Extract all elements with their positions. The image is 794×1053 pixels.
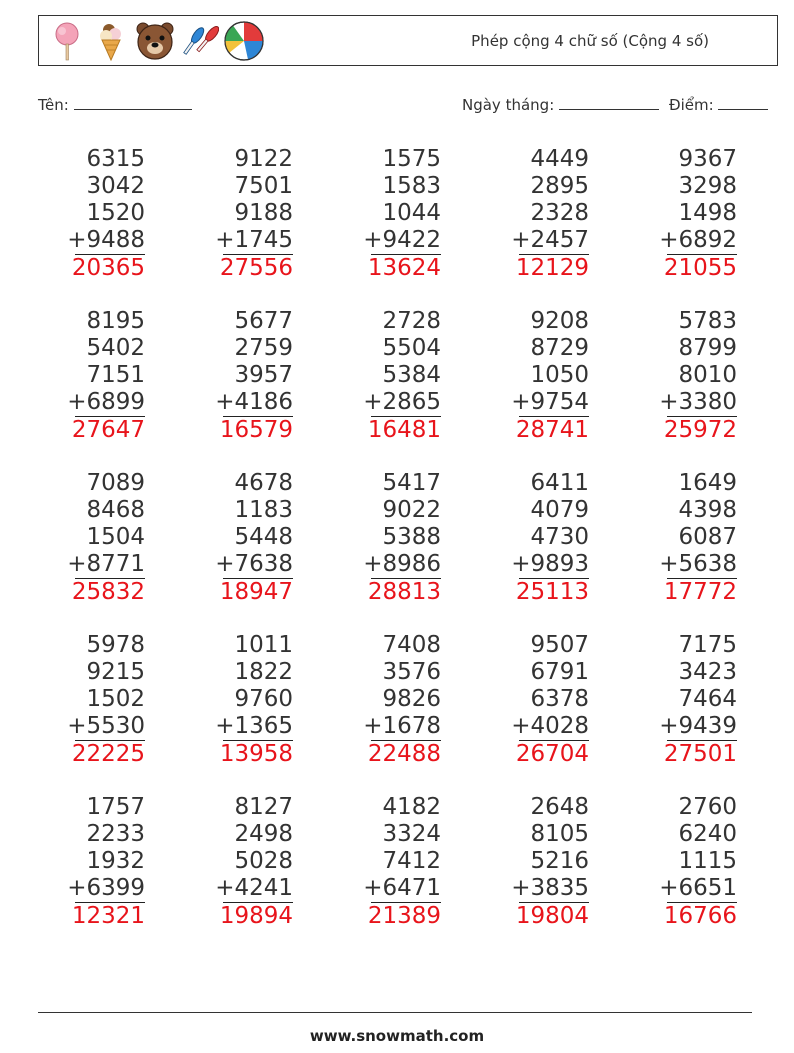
addition-problem [183,308,293,444]
addend-with-plus: +6399 [67,875,145,901]
answer: 25832 [71,579,145,605]
score-field [669,95,768,114]
addend: 5504 [382,335,441,361]
addend: 6087 [678,524,737,550]
addition-problem [183,470,293,606]
answer: 21055 [663,255,737,281]
addend: 9826 [382,686,441,712]
addend: 9760 [234,686,293,712]
addition-problem [627,470,737,606]
addend: 8010 [678,362,737,388]
addend: 4079 [530,497,589,523]
addend: 7501 [234,173,293,199]
answer: 22488 [367,741,441,767]
addend: 1044 [382,200,441,226]
addend: 4449 [530,146,589,172]
addend: 5402 [86,335,145,361]
addend: 2233 [86,821,145,847]
answer: 22225 [71,741,145,767]
addition-problem [479,632,589,768]
addend-with-plus: +6471 [363,875,441,901]
addend: 9122 [234,146,293,172]
answer: 27647 [71,417,145,443]
addend: 4182 [382,794,441,820]
addition-problem [479,146,589,282]
score-blank [718,95,768,110]
name-blank [74,95,192,110]
addend-with-plus: +6651 [659,875,737,901]
answer: 17772 [663,579,737,605]
juggling-pins-icon [179,20,219,62]
answer: 13958 [219,741,293,767]
addend: 5783 [678,308,737,334]
beach-ball-icon [223,20,263,62]
ice-cream-icon [91,20,131,62]
answer: 12321 [71,903,145,929]
addend: 9507 [530,632,589,658]
answer: 27501 [663,741,737,767]
addend: 3957 [234,362,293,388]
answer: 25113 [515,579,589,605]
answer: 28741 [515,417,589,443]
addend: 6791 [530,659,589,685]
addend: 7412 [382,848,441,874]
addend-with-plus: +6892 [659,227,737,253]
addition-problem [35,470,145,606]
addend: 7464 [678,686,737,712]
date-label: Ngày tháng: [462,96,555,114]
addend: 1932 [86,848,145,874]
addend: 1757 [86,794,145,820]
addend: 8468 [86,497,145,523]
worksheet-title: Phép cộng 4 chữ số (Cộng 4 số) [471,32,709,50]
addend-with-plus: +1365 [215,713,293,739]
addition-problem [35,308,145,444]
addend: 7151 [86,362,145,388]
addition-problem [627,146,737,282]
addend: 9367 [678,146,737,172]
addend: 1498 [678,200,737,226]
answer: 13624 [367,255,441,281]
addend: 1115 [678,848,737,874]
addend: 2728 [382,308,441,334]
cotton-candy-icon [47,20,87,62]
answer: 27556 [219,255,293,281]
addend: 7089 [86,470,145,496]
addend: 5978 [86,632,145,658]
addition-problem [627,794,737,930]
addend: 1050 [530,362,589,388]
addend-with-plus: +4186 [215,389,293,415]
addition-problem [331,146,441,282]
answer: 19804 [515,903,589,929]
addend: 3576 [382,659,441,685]
addend: 4678 [234,470,293,496]
addend-with-plus: +9439 [659,713,737,739]
addition-problem [479,794,589,930]
addend-with-plus: +3380 [659,389,737,415]
addition-problem [183,794,293,930]
addend: 6411 [530,470,589,496]
addend: 9188 [234,200,293,226]
addend-with-plus: +3835 [511,875,589,901]
header-icons [47,20,263,62]
addend: 2328 [530,200,589,226]
addend-with-plus: +4241 [215,875,293,901]
addition-problem [183,632,293,768]
footer-divider [38,1012,752,1013]
addend: 2759 [234,335,293,361]
answer: 19894 [219,903,293,929]
addend: 9208 [530,308,589,334]
addend-with-plus: +7638 [215,551,293,577]
addend-with-plus: +8986 [363,551,441,577]
addend: 3324 [382,821,441,847]
footer-site: www.snowmath.com [309,1027,485,1045]
addend: 5028 [234,848,293,874]
addend: 3423 [678,659,737,685]
addend: 4730 [530,524,589,550]
addend: 8127 [234,794,293,820]
answer: 21389 [367,903,441,929]
addend: 1649 [678,470,737,496]
addend-with-plus: +1678 [363,713,441,739]
addend: 1504 [86,524,145,550]
addend: 1822 [234,659,293,685]
addend-with-plus: +5530 [67,713,145,739]
addend: 5216 [530,848,589,874]
worksheet-header [38,15,778,66]
addition-problem [331,632,441,768]
addend: 6315 [86,146,145,172]
addend: 5384 [382,362,441,388]
addend: 1183 [234,497,293,523]
addend: 3298 [678,173,737,199]
addition-problem [479,308,589,444]
addition-problem [479,470,589,606]
addend: 3042 [86,173,145,199]
addend: 1011 [234,632,293,658]
addition-problem [627,308,737,444]
addition-problem [331,470,441,606]
addend: 6240 [678,821,737,847]
addition-problem [627,632,737,768]
addition-problem [35,146,145,282]
answer: 16579 [219,417,293,443]
addend: 5417 [382,470,441,496]
addend: 1583 [382,173,441,199]
score-label: Điểm: [669,96,714,114]
answer: 20365 [71,255,145,281]
addend-with-plus: +2457 [511,227,589,253]
addition-problem [35,632,145,768]
addend: 8799 [678,335,737,361]
addend: 2648 [530,794,589,820]
addend: 8729 [530,335,589,361]
date-blank [559,95,659,110]
answer: 16481 [367,417,441,443]
date-field [462,95,659,114]
addend: 1502 [86,686,145,712]
addend: 7175 [678,632,737,658]
bear-icon [135,20,175,62]
addend: 4398 [678,497,737,523]
name-field [38,95,192,114]
addend: 8195 [86,308,145,334]
addend-with-plus: +5638 [659,551,737,577]
answer: 26704 [515,741,589,767]
addend: 7408 [382,632,441,658]
addend: 2895 [530,173,589,199]
addition-problem [331,308,441,444]
addend: 1575 [382,146,441,172]
addition-problem [35,794,145,930]
name-label: Tên: [38,96,69,114]
addition-problem [183,146,293,282]
addend: 5448 [234,524,293,550]
addend: 2498 [234,821,293,847]
addend-with-plus: +8771 [67,551,145,577]
addend: 5388 [382,524,441,550]
addend: 5677 [234,308,293,334]
addend: 9215 [86,659,145,685]
addition-problem [331,794,441,930]
addend: 2760 [678,794,737,820]
answer: 12129 [515,255,589,281]
answer: 18947 [219,579,293,605]
addend: 9022 [382,497,441,523]
answer: 25972 [663,417,737,443]
addend-with-plus: +2865 [363,389,441,415]
addend: 8105 [530,821,589,847]
addend-with-plus: +9422 [363,227,441,253]
addend-with-plus: +9488 [67,227,145,253]
addend-with-plus: +9893 [511,551,589,577]
answer: 28813 [367,579,441,605]
addend-with-plus: +9754 [511,389,589,415]
answer: 16766 [663,903,737,929]
addend: 6378 [530,686,589,712]
addend-with-plus: +4028 [511,713,589,739]
addend-with-plus: +6899 [67,389,145,415]
addend: 1520 [86,200,145,226]
addend-with-plus: +1745 [215,227,293,253]
